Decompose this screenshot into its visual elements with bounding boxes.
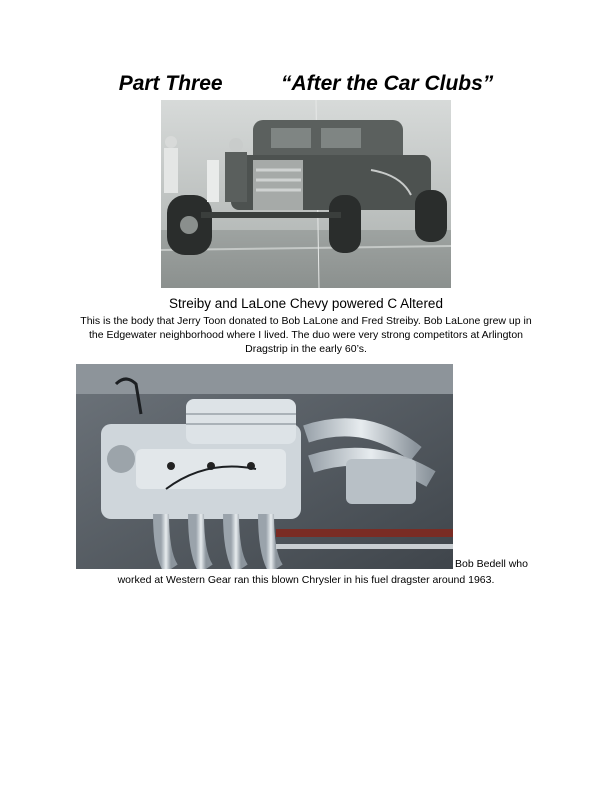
title-subtitle: “After the Car Clubs” — [280, 72, 494, 95]
photo2-caption-start: Bob Bedell who — [455, 558, 528, 570]
altered-car-photo — [161, 100, 451, 288]
page-title — [0, 72, 612, 96]
title-part: Part Three — [118, 72, 223, 95]
photo1-caption-title: Streiby and LaLone Chevy powered C Altered — [169, 296, 443, 311]
photo1-caption-body: This is the body that Jerry Toon donated to Bob LaLone and Fred Streiby. Bob LaLone grew up in the Edgewater neighborhood where I lived. The duo were very strong competitors at Arlington Dragstrip in the early 60’s. — [80, 315, 532, 355]
altered-car-illustration — [161, 100, 451, 288]
engine-illustration — [76, 364, 453, 569]
photo2-caption-rest: worked at Western Gear ran this blown Chrysler in his fuel dragster around 1963. — [117, 574, 495, 586]
blown-chrysler-photo — [76, 364, 453, 569]
